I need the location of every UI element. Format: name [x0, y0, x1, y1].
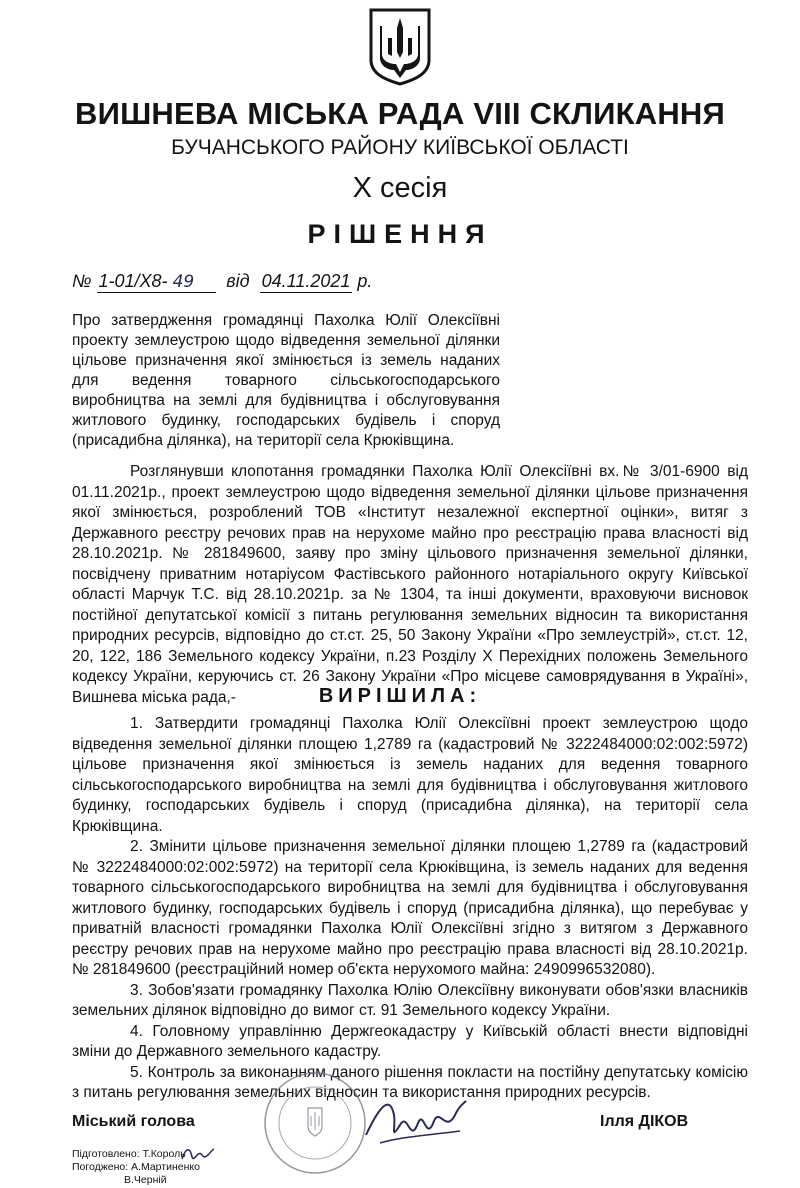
- signature-mark: [360, 1085, 470, 1155]
- approval-footer: [72, 1148, 200, 1187]
- decision-date: 04.11.2021: [261, 271, 351, 291]
- decision-subject: Про затвердження громадянці Пахолка Юлії Олексіївні проекту землеустрою щодо відведення земельної ділянки цільове призначення якої змінюється із земель наданих для ведення товарного сільськогосподарського виробництва на землі для будівництва і обслуговування житлового будинку, господарських будівель і споруд (присадибна ділянка), на території села Крюківщина.: [72, 312, 500, 449]
- session-label: X сесія: [352, 172, 448, 204]
- decision-item-3: 3. Зобов'язати громадянку Пахолка Юлію Олексіївну виконувати обов'язки власників земельних ділянок відповідно до вимог ст. 91 Земельного кодексу України.: [72, 981, 748, 1019]
- resolved-heading: ВИРІШИЛА:: [318, 685, 482, 707]
- prepared-by: Підготовлено: Т.Король: [72, 1148, 186, 1160]
- signatory-title: Міський голова: [72, 1113, 195, 1130]
- decision-item-5: 5. Контроль за виконанням даного рішення покласти на постійну депутатську комісію з питань регулювання земельних відносин та використання природних ресурсів.: [72, 1063, 748, 1101]
- council-name: ВИШНЕВА МІСЬКА РАДА VIII СКЛИКАННЯ: [75, 96, 725, 131]
- signatory-name: Ілля ДІКОВ: [600, 1113, 689, 1130]
- handwritten-number: 49: [172, 272, 195, 292]
- document-type: РІШЕННЯ: [307, 219, 493, 249]
- district-name: БУЧАНСЬКОГО РАЙОНУ КИЇВСЬКОЇ ОБЛАСТІ: [171, 136, 629, 159]
- official-stamp-icon: [260, 1068, 370, 1178]
- decision-item-4: 4. Головному управлінню Держгеокадастру у Київській області внести відповідні зміни до Державного земельного кадастру.: [72, 1022, 748, 1060]
- date-prefix: від: [226, 271, 250, 291]
- year-suffix: р.: [357, 271, 373, 291]
- agreed-by: Погоджено: А.Мартиненко: [72, 1161, 200, 1173]
- number-sign: №: [72, 271, 92, 291]
- preamble-text: Розглянувши клопотання громадянки Пахолка Юлії Олексіївні вх.№ 3/01-6900 від 01.11.2021р., проект землеустрою щодо відведення земельної ділянки цільове призначення якої змінюється, розроблений ТОВ «Інститут незалежної експертної оцінки», витяг з Державного реєстру речових прав на нерухоме майно про реєстрацію права власності від 28.10.2021р. № 281849600, заяву про зміну цільового призначення земельної ділянки, посвідчену приватним нотаріусом Фастівського районного нотаріального округу Київської області Марчук Т.С. від 28.10.2021р. за № 1304, та інші документи, враховуючи висновок постійної депутатської комісії з питань регулювання земельних відносин та використання природних ресурсів, відповідно до ст.ст. 25, 50 Закону України «Про землеустрій», ст.ст. 12, 20, 122, 186 Земельного кодексу України, п.23 Розділу X Перехідних положень Земельного кодексу України, керуючись ст. 26 Закону України «Про місцеве самоврядування в Україні», Вишнева міська рада,-: [72, 463, 748, 706]
- decision-item-2: 2. Змінити цільове призначення земельної ділянки площею 1,2789 га (кадастровий № 3222484000:02:002:5972) на території села Крюківщина, із земель наданих для ведення товарного сільськогосподарського виробництва на землі для будівництва і обслуговування житлового будинку, господарських будівель і споруд (присадибна ділянка), що перебуває у приватній власності громадянки Пахолка Юлії Олексіївні згідно з витягом з Державного реєстру речових прав на нерухоме майно про реєстрацію права власності від 28.10.2021р. № 281849600 (реєстраційний номер об'єкта нерухомого майна: 2490996532080).: [72, 838, 748, 978]
- preamble: [72, 462, 748, 708]
- trident-coat-of-arms-icon: [368, 8, 432, 86]
- decision-number-line: [72, 271, 372, 293]
- decision-list: [72, 714, 748, 1104]
- agreed-by-second: В.Черній: [124, 1174, 167, 1186]
- decision-item-1: 1. Затвердити громадянці Пахолка Юлії Олексіївні проект землеустрою щодо відведення земельної ділянки площею 1,2789 га (кадастровий № 3222484000:02:002:5972) цільове призначення якої змінюється із земель наданих для ведення товарного сільськогосподарського виробництва на землі для будівництва і обслуговування житлового будинку, господарських будівель і споруд (присадибна ділянка), на території села Крюківщина.: [72, 715, 748, 835]
- decision-number: 1-01/Х8- 49: [97, 271, 217, 293]
